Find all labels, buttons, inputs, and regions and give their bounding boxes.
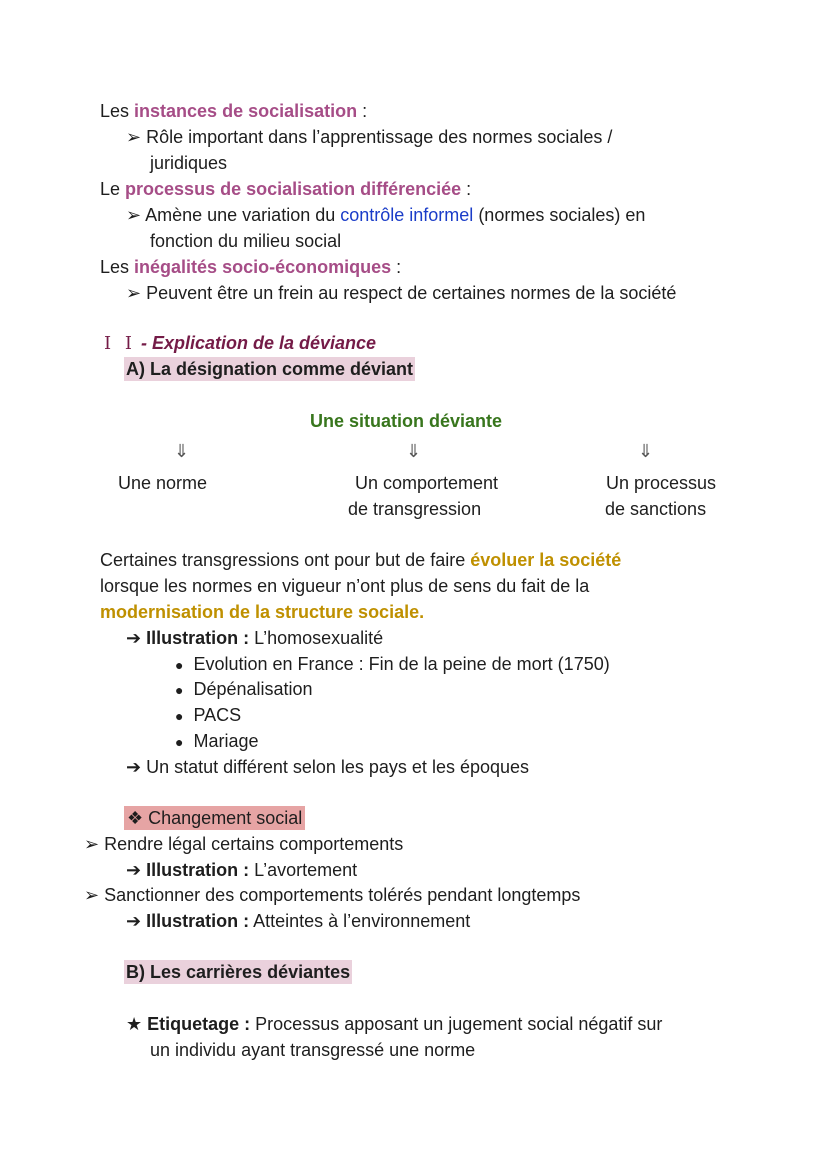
- diagram-comportement: Un comportement: [355, 473, 499, 493]
- etiquetage-line-2: un individu ayant transgressé une norme: [150, 1040, 476, 1060]
- arrowhead-bullet-icon: ➢: [126, 127, 142, 147]
- list-item: ● Mariage: [175, 731, 259, 751]
- rule-item: ➢ Rendre légal certains comportements: [84, 834, 404, 854]
- right-arrow-icon: ➔: [126, 757, 142, 777]
- sub-item: ➢ Amène une variation du contrôle informel (normes sociales) en: [126, 205, 646, 225]
- subsection-b-heading: B) Les carrières déviantes: [126, 962, 351, 982]
- diagram-center: Une situation déviante: [310, 411, 503, 431]
- diagram-processus: Un processus: [606, 473, 717, 493]
- term-controle-informel: contrôle informel: [340, 205, 474, 225]
- diagram-comportement-2: de transgression: [348, 499, 482, 519]
- roman-numeral: I I: [104, 333, 136, 354]
- sub-item-cont: juridiques: [150, 153, 228, 173]
- sub-item: ➢ Rôle important dans l’apprentissage des normes sociales /: [126, 127, 613, 147]
- right-arrow-icon: ➔: [126, 911, 142, 931]
- etiquetage-line: ★ Etiquetage : Processus apposant un jugement social négatif sur: [126, 1014, 663, 1034]
- diagram-norme: Une norme: [118, 473, 208, 493]
- illustration-line: ➔ Illustration : L’avortement: [126, 860, 358, 880]
- term-evoluer: évoluer la société: [470, 550, 622, 570]
- right-arrow-icon: ➔: [126, 860, 142, 880]
- line-instances: Les instances de socialisation :: [100, 101, 368, 121]
- arrowhead-bullet-icon: ➢: [126, 205, 142, 225]
- term-inegalites: inégalités socio-économiques: [134, 257, 392, 277]
- part-heading: [104, 331, 376, 356]
- term-processus: processus de socialisation différenciée: [125, 179, 462, 199]
- changement-social-heading: ❖ Changement social: [124, 806, 305, 830]
- down-arrow-icon: ⇓: [406, 441, 422, 461]
- sub-item-cont: fonction du milieu social: [150, 231, 342, 251]
- term-instances: instances de socialisation: [134, 101, 358, 121]
- line-processus: Le processus de socialisation différenciée :: [100, 179, 472, 199]
- down-arrow-icon: ⇓: [638, 441, 654, 461]
- list-item: ● PACS: [175, 705, 242, 725]
- list-item: ● Dépénalisation: [175, 679, 313, 699]
- sub-item: ➢ Peuvent être un frein au respect de certaines normes de la société: [126, 283, 677, 303]
- paragraph-line: lorsque les normes en vigueur n’ont plus de sens du fait de la: [100, 576, 590, 596]
- down-arrow-icon: ⇓: [174, 441, 190, 461]
- part-title: - Explication de la déviance: [135, 333, 377, 353]
- right-arrow-icon: ➔: [126, 628, 142, 648]
- illustration-line: ➔ Illustration : Atteintes à l’environnement: [126, 911, 471, 931]
- arrowhead-bullet-icon: ➢: [84, 885, 100, 905]
- bullet-dot-icon: ●: [175, 708, 184, 724]
- arrowhead-bullet-icon: ➢: [126, 283, 142, 303]
- list-item: ● Evolution en France : Fin de la peine de mort (1750): [175, 654, 610, 674]
- paragraph-line: Certaines transgressions ont pour but de faire évoluer la société: [100, 550, 622, 570]
- rule-item: ➢ Sanctionner des comportements tolérés pendant longtemps: [84, 885, 581, 905]
- bullet-dot-icon: ●: [175, 682, 184, 698]
- star-icon: ★: [126, 1014, 143, 1034]
- term-modernisation: modernisation de la structure sociale.: [100, 602, 425, 622]
- subsection-a-heading: A) La désignation comme déviant: [126, 359, 414, 379]
- statut-line: ➔ Un statut différent selon les pays et les époques: [126, 757, 530, 777]
- diagram-processus-2: de sanctions: [605, 499, 707, 519]
- illustration-line: ➔ Illustration : L’homosexualité: [126, 628, 384, 648]
- bullet-dot-icon: ●: [175, 734, 184, 750]
- bullet-dot-icon: ●: [175, 657, 184, 673]
- arrowhead-bullet-icon: ➢: [84, 834, 100, 854]
- line-inegalites: Les inégalités socio-économiques :: [100, 257, 402, 277]
